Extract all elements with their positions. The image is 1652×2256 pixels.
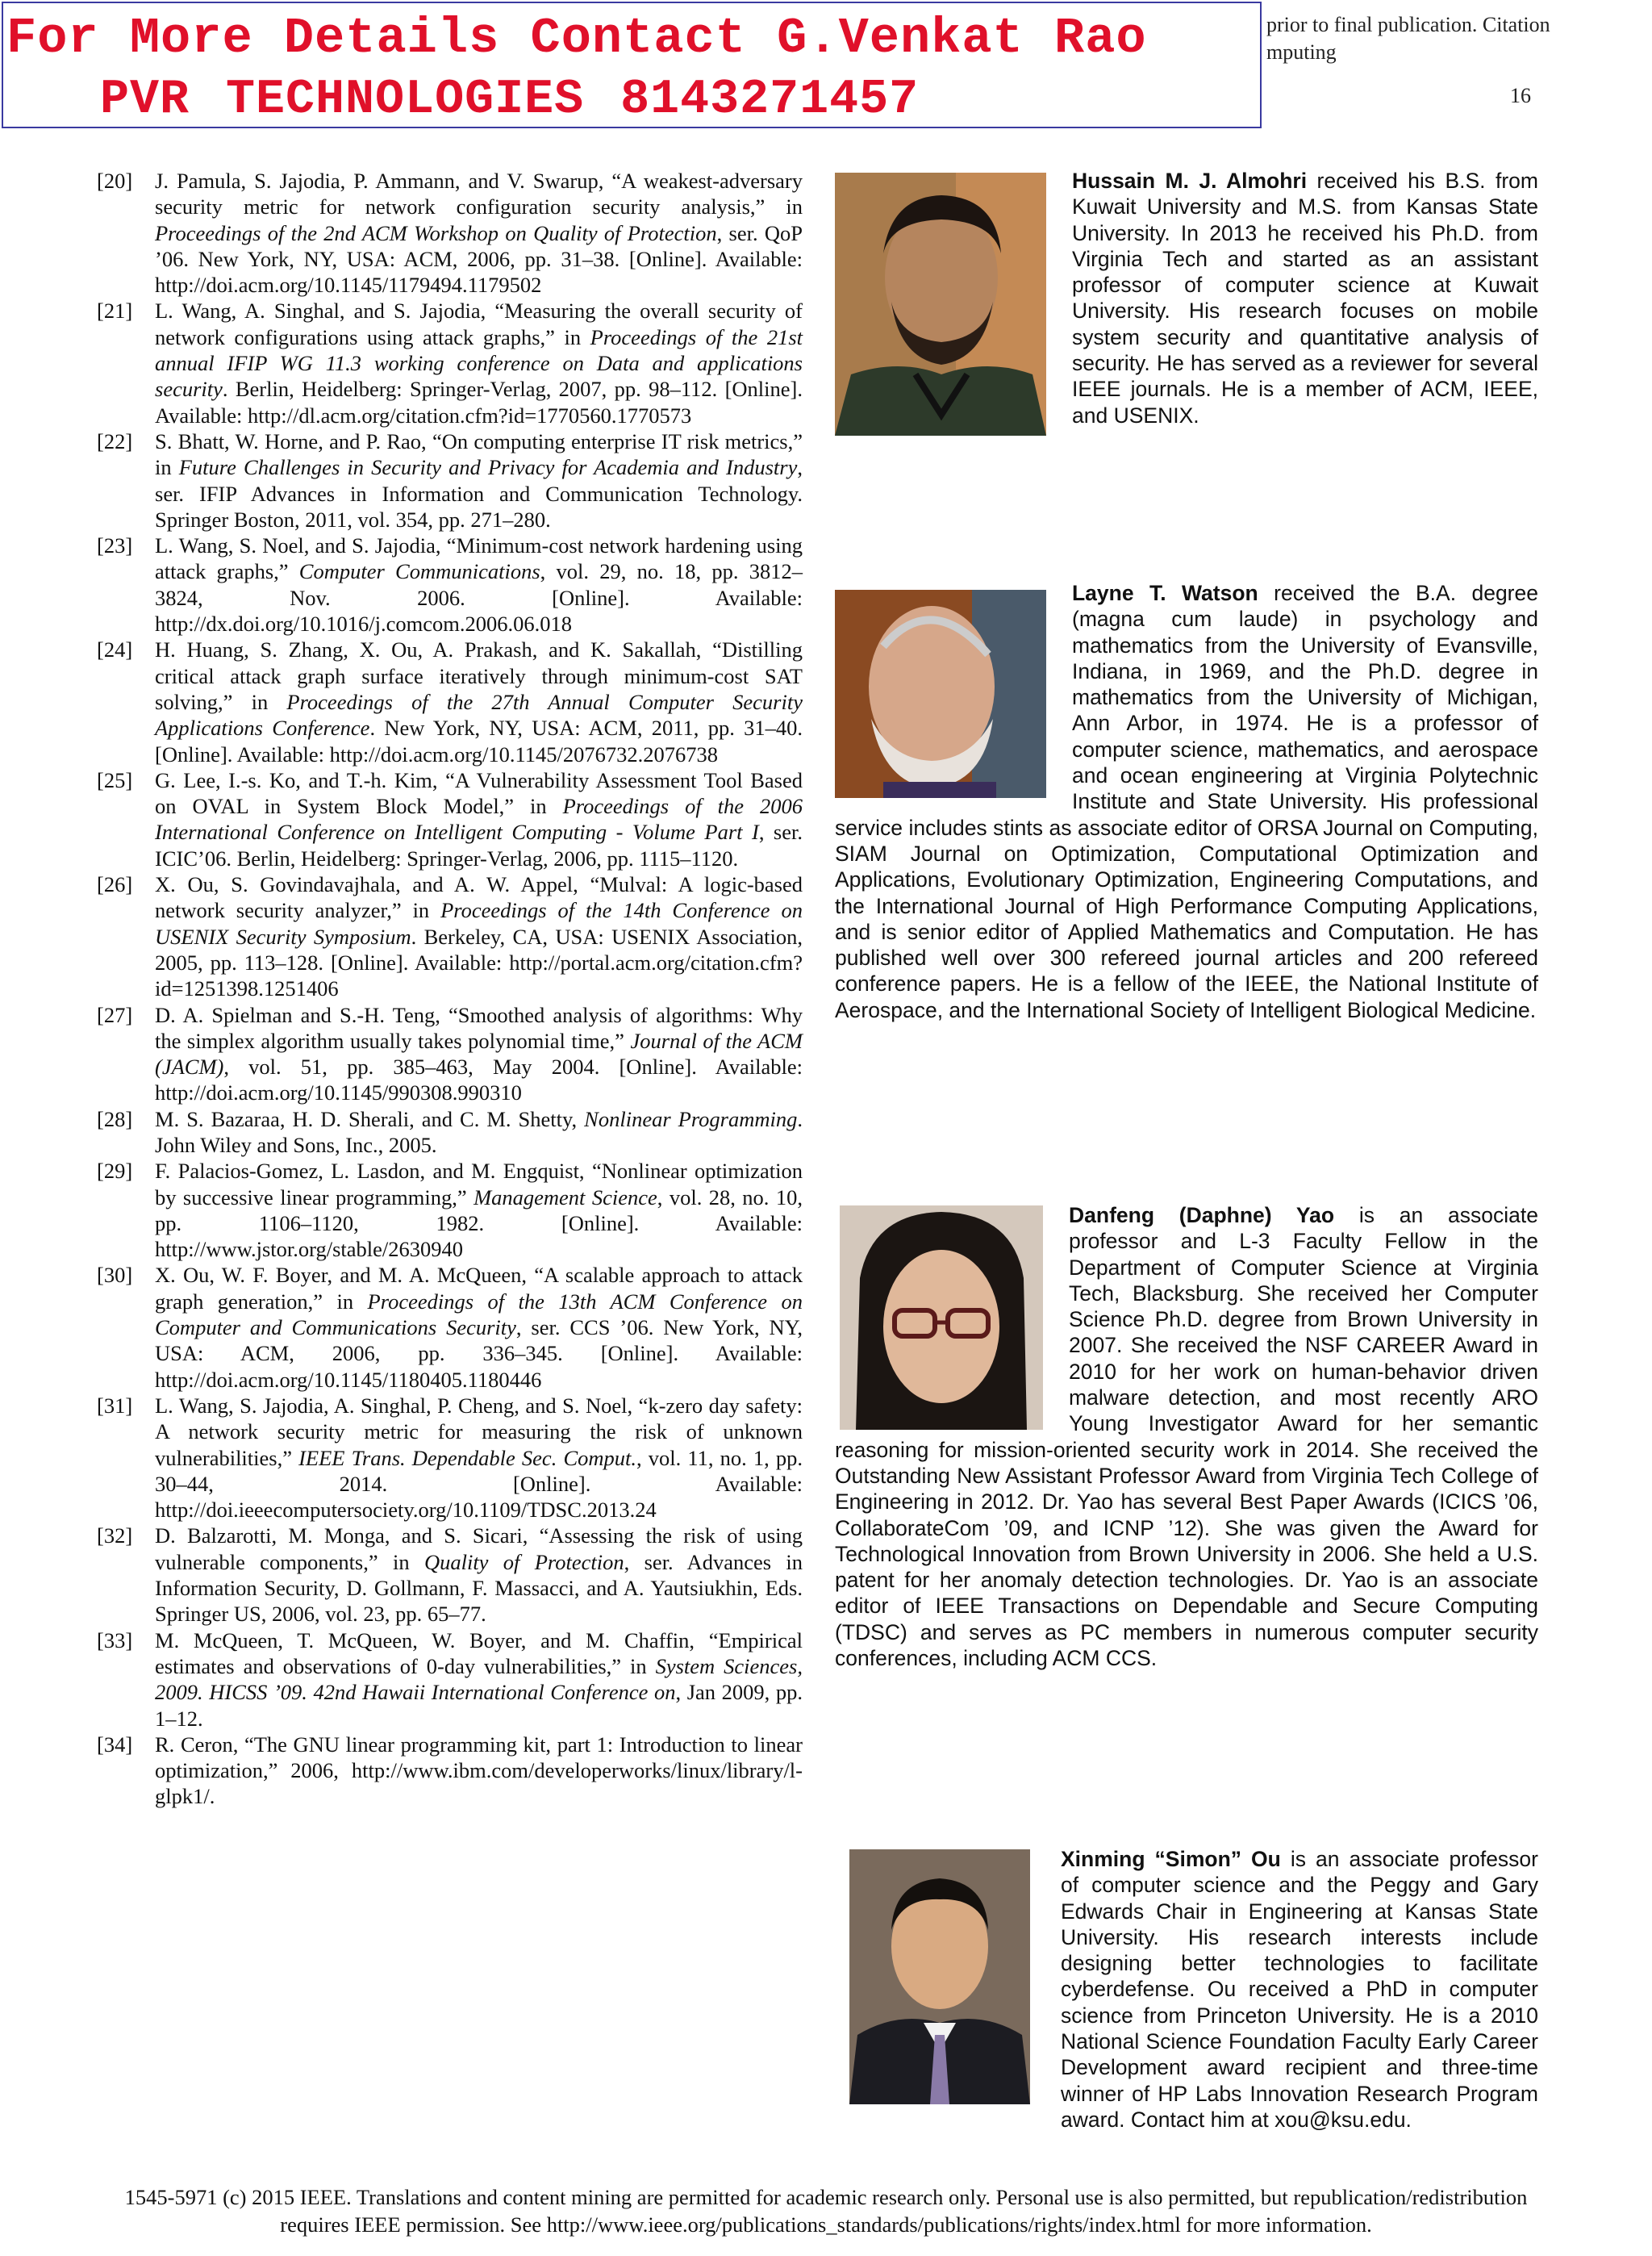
page-number: 16 xyxy=(1510,84,1531,107)
reference-details: , ser. IFIP Advances in Information and Communication Technology. Springer Boston, 2011, vol. 354, pp. 271–280. xyxy=(155,455,803,532)
reference-authors-title: D. A. Spielman and S.-H. Teng, “Smoothed analysis of algorithms: Why the simplex algorithm usually takes polynomial time,” xyxy=(155,1002,803,1053)
reference-item xyxy=(97,871,803,1001)
reference-text xyxy=(155,1002,803,1106)
reference-details: , vol. 28, no. 10, pp. 1106–1120, 1982. [Online]. Available: http://www.jstor.org/stable/2630940 xyxy=(155,1184,803,1262)
reference-item xyxy=(97,767,803,871)
reference-authors-title: M. McQueen, T. McQueen, W. Boyer, and M. Chaffin, “Empirical estimates and observations of 0-day vulnerabilities,” in xyxy=(155,1627,803,1678)
reference-number: [21] xyxy=(97,299,133,324)
reference-venue: IEEE Trans. Dependable Sec. Comput. xyxy=(298,1445,636,1470)
reference-details: . Berkeley, CA, USA: USENIX Association, 2005, pp. 113–128. [Online]. Available: http://portal.acm.org/citation.cfm?id=1251398.1251406 xyxy=(155,924,803,1001)
reference-authors-title: X. Ou, W. F. Boyer, and M. A. McQueen, “A scalable approach to attack graph generation,” in xyxy=(155,1263,803,1314)
reference-item xyxy=(97,1106,803,1159)
running-header-line-1: prior to final publication. Citation xyxy=(1266,13,1550,36)
reference-text xyxy=(155,871,803,1001)
reference-item xyxy=(97,533,803,637)
author-photo-ou xyxy=(849,1849,1030,2104)
running-header-line-2: mputing xyxy=(1266,40,1337,64)
bio-text: is an associate professor and L-3 Faculty Fellow in the Department of Computer Science at Virginia Tech, Blacksburg. She received her Computer Science Ph.D. degree from Brown University in 2007. She received the NSF CAREER Award in 2010 for her work on human-behavior driven malware detection, and most recently ARO Young Investigator Award for her semantic reasoning for mission-oriented security work in 2014. She received the Outstanding New Assistant Professor Award from Virginia Tech College of Engineering in 2012. Dr. Yao has several Best Paper Awards (ICICS ’06, CollaborateCom ’09, and ICNP ’12). She was given the Award for Technological Innovation from Brown University in 2006. She held a U.S. patent for her anomaly detection technologies. Dr. Yao is an associate editor of IEEE Transactions on Dependable and Secure Computing (TDSC) and serves as PC members in numerous computer security conferences, including ACM CCS. xyxy=(835,1203,1538,1671)
reference-text xyxy=(155,637,803,767)
reference-venue: Journal of the ACM (JACM) xyxy=(155,1028,803,1080)
bio-name: Hussain M. J. Almohri xyxy=(1072,169,1308,193)
reference-authors-title: S. Bhatt, W. Horne, and P. Rao, “On computing enterprise IT risk metrics,” in xyxy=(155,428,803,480)
bio-name: Danfeng (Daphne) Yao xyxy=(1069,1203,1335,1227)
reference-number: [30] xyxy=(97,1263,133,1288)
reference-authors-title: H. Huang, S. Zhang, X. Ou, A. Prakash, and K. Sakallah, “Distilling critical attack graph surface iteratively through minimum-cost SAT solving,” in xyxy=(155,637,803,714)
reference-details: , ser. Advances in Information Security, D. Gollmann, F. Massacci, and A. Yautsiukhin, Eds. Springer US, 2006, vol. 23, pp. 65–77. xyxy=(155,1549,803,1627)
copyright-footer xyxy=(0,2183,1652,2238)
reference-text xyxy=(155,1158,803,1262)
reference-text xyxy=(155,533,803,637)
reference-details: , ser. ICIC’06. Berlin, Heidelberg: Springer-Verlag, 2006, pp. 1115–1120. xyxy=(155,820,803,871)
reference-venue: Future Challenges in Security and Privacy for Academia and Industry xyxy=(178,455,798,480)
bio-yao xyxy=(835,1202,1538,1671)
reference-text xyxy=(155,1627,803,1732)
reference-authors-title: D. Balzarotti, M. Monga, and S. Sicari, “Assessing the risk of using vulnerable components,” in xyxy=(155,1523,803,1574)
bio-watson xyxy=(835,580,1538,1023)
bio-almohri xyxy=(835,168,1538,441)
reference-number: [24] xyxy=(97,637,133,662)
reference-number: [27] xyxy=(97,1002,133,1027)
bio-name: Xinming “Simon” Ou xyxy=(1061,1847,1281,1871)
reference-venue: Proceedings of the 2nd ACM Workshop on Quality of Protection xyxy=(155,220,717,245)
references-list xyxy=(97,168,803,1810)
reference-authors-title: G. Lee, I.-s. Ko, and T.-h. Kim, “A Vulnerability Assessment Tool Based on OVAL in System Block Model,” in xyxy=(155,767,803,819)
reference-venue: Management Science xyxy=(473,1184,657,1209)
bio-text: received his B.S. from Kuwait University and M.S. from Kansas State University. In 2013 he received his Ph.D. from Virginia Tech and started as an assistant professor of computer science at Kuwait University. His research focuses on mobile system security and quantitative analysis of security. He has served as a reviewer for several IEEE journals. He is a member of ACM, IEEE, and USENIX. xyxy=(1072,169,1538,428)
reference-item xyxy=(97,428,803,533)
banner-contact-line: For More Details Contact G.Venkat Rao xyxy=(6,10,1147,67)
bio-name: Layne T. Watson xyxy=(1072,581,1258,605)
reference-number: [23] xyxy=(97,533,133,558)
reference-authors-title: L. Wang, S. Noel, and S. Jajodia, “Minimum-cost network hardening using attack graphs,” xyxy=(155,533,803,584)
running-header xyxy=(1266,11,1550,66)
reference-text xyxy=(155,168,803,298)
reference-venue: System Sciences, 2009. HICSS ’09. 42nd Hawaii International Conference on xyxy=(155,1653,803,1705)
reference-authors-title: L. Wang, S. Jajodia, A. Singhal, P. Cheng, and S. Noel, “k-zero day safety: A network security metric for measuring the risk of unknown vulnerabilities,” xyxy=(155,1393,803,1470)
reference-details: , ser. CCS ’06. New York, NY, USA: ACM, 2006, pp. 336–345. [Online]. Available: http://doi.acm.org/10.1145/1180405.1180446 xyxy=(155,1315,803,1392)
reference-text xyxy=(155,298,803,428)
reference-venue: Proceedings of the 2006 International Conference on Intelligent Computing - Volume Part I xyxy=(155,794,803,845)
reference-venue: Quality of Protection xyxy=(423,1549,624,1574)
reference-item xyxy=(97,1393,803,1523)
reference-number: [22] xyxy=(97,428,133,453)
reference-number: [26] xyxy=(97,872,133,897)
bio-text: is an associate professor of computer science and the Peggy and Gary Edwards Chair in Engineering at Kansas State University. His research interests include designing better technologies to facilitate cyberdefense. Ou received a PhD in computer science from Princeton University. He is a 2010 National Science Foundation Faculty Early Career Development award recipient and three-time winner of HP Labs Innovation Research Program award. Contact him at xou@ksu.edu. xyxy=(1061,1847,1538,2132)
reference-number: [31] xyxy=(97,1393,133,1418)
reference-number: [20] xyxy=(97,169,133,193)
reference-item xyxy=(97,1262,803,1392)
watermark-banner xyxy=(2,2,1262,128)
reference-details: . John Wiley and Sons, Inc., 2005. xyxy=(155,1106,803,1157)
reference-authors-title: J. Pamula, S. Jajodia, P. Ammann, and V. Swarup, “A weakest-adversary security metric for network configuration security analysis,” in xyxy=(155,169,803,219)
reference-authors-title: R. Ceron, “The GNU linear programming kit, part 1: Introduction to linear optimization,” 2006, http://www.ibm.com/developerworks/linux/library/l-glpk1/. xyxy=(155,1732,803,1809)
reference-item xyxy=(97,637,803,767)
reference-authors-title: M. S. Bazaraa, H. D. Sherali, and C. M. Shetty, xyxy=(155,1106,585,1131)
bio-text: received the B.A. degree (magna cum laude) in psychology and mathematics from the University of Evansville, Indiana, in 1969, and the Ph.D. degree in mathematics from the University of Michigan, Ann Arbor, in 1974. He is a professor of computer science, mathematics, and aerospace and ocean engineering at Virginia Polytechnic Institute and State University. His professional service includes stints as associate editor of ORSA Journal on Computing, SIAM Journal on Optimization, Computational Optimization and Applications, Evolutionary Optimization, Engineering Computations, and the International Journal of High Performance Computing Applications, and is senior editor of Applied Mathematics and Computation. He has published well over 300 refereed journal articles and 200 refereed conference papers. He is a fellow of the IEEE, the National Institute of Aerospace, and the International Society of Intelligent Biological Medicine. xyxy=(835,581,1538,1022)
reference-venue: Computer Communications xyxy=(298,559,540,584)
bio-ou xyxy=(835,1846,1538,2133)
reference-text xyxy=(155,1262,803,1392)
reference-details: . New York, NY, USA: ACM, 2011, pp. 31–40. [Online]. Available: http://doi.acm.org/10.1145/2076732.2076738 xyxy=(155,716,803,767)
reference-number: [32] xyxy=(97,1523,133,1548)
reference-venue: Proceedings of the 14th Conference on USENIX Security Symposium xyxy=(155,898,803,949)
reference-authors-title: X. Ou, S. Govindavajhala, and A. W. Appel, “Mulval: A logic-based network security analyzer,” in xyxy=(155,872,803,923)
reference-authors-title: L. Wang, A. Singhal, and S. Jajodia, “Measuring the overall security of network configurations using attack graphs,” in xyxy=(155,299,803,349)
reference-item xyxy=(97,1158,803,1262)
reference-details: , ser. QoP ’06. New York, NY, USA: ACM, 2006, pp. 31–38. [Online]. Available: http://doi.acm.org/10.1145/1179494.1179502 xyxy=(155,220,803,298)
reference-number: [28] xyxy=(97,1106,133,1131)
footer-line-2: requires IEEE permission. See http://www.ieee.org/publications_standards/publications/rights/index.html for more information. xyxy=(280,2212,1372,2237)
reference-text xyxy=(155,1106,803,1159)
reference-number: [34] xyxy=(97,1732,133,1757)
reference-text xyxy=(155,1393,803,1523)
reference-item xyxy=(97,1002,803,1106)
author-photo-almohri xyxy=(835,173,1046,436)
reference-item xyxy=(97,1627,803,1732)
author-photo-watson xyxy=(835,590,1046,798)
reference-venue: Proceedings of the 27th Annual Computer Security Applications Conference xyxy=(155,689,803,741)
reference-text xyxy=(155,1523,803,1627)
reference-details: , Jan 2009, pp. 1–12. xyxy=(155,1680,803,1731)
reference-details: , vol. 51, pp. 385–463, May 2004. [Online]. Available: http://doi.acm.org/10.1145/990308.990310 xyxy=(155,1055,803,1105)
reference-text xyxy=(155,428,803,533)
author-photo-yao xyxy=(840,1205,1043,1430)
reference-details: , vol. 11, no. 1, pp. 30–44, 2014. [Online]. Available: http://doi.ieeecomputersociety.org/10.1109/TDSC.2013.24 xyxy=(155,1445,803,1523)
reference-item xyxy=(97,1732,803,1810)
reference-venue: Proceedings of the 13th ACM Conference on Computer and Communications Security xyxy=(155,1289,803,1340)
reference-item xyxy=(97,1523,803,1627)
footer-line-1: 1545-5971 (c) 2015 IEEE. Translations and content mining are permitted for academic research only. Personal use is also permitted, but republication/redistribution xyxy=(124,2185,1528,2209)
reference-details: . Berlin, Heidelberg: Springer-Verlag, 2007, pp. 98–112. [Online]. Available: http://dl.acm.org/citation.cfm?id=1770560.1770573 xyxy=(155,377,803,428)
reference-item xyxy=(97,168,803,298)
reference-text xyxy=(155,1732,803,1810)
reference-venue: Proceedings of the 21st annual IFIP WG 11.3 working conference on Data and applications security xyxy=(155,324,803,402)
reference-number: [33] xyxy=(97,1627,133,1652)
reference-details: , vol. 29, no. 18, pp. 3812–3824, Nov. 2006. [Online]. Available: http://dx.doi.org/10.1016/j.comcom.2006.06.018 xyxy=(155,559,803,637)
reference-number: [29] xyxy=(97,1159,133,1184)
banner-company-line: PVR TECHNOLOGIES 8143271457 xyxy=(100,73,920,127)
reference-authors-title: F. Palacios-Gomez, L. Lasdon, and M. Engquist, “Nonlinear optimization by successive linear programming,” xyxy=(155,1159,803,1209)
reference-number: [25] xyxy=(97,767,133,792)
reference-venue: Nonlinear Programming xyxy=(584,1106,798,1131)
reference-text xyxy=(155,767,803,871)
reference-item xyxy=(97,298,803,428)
